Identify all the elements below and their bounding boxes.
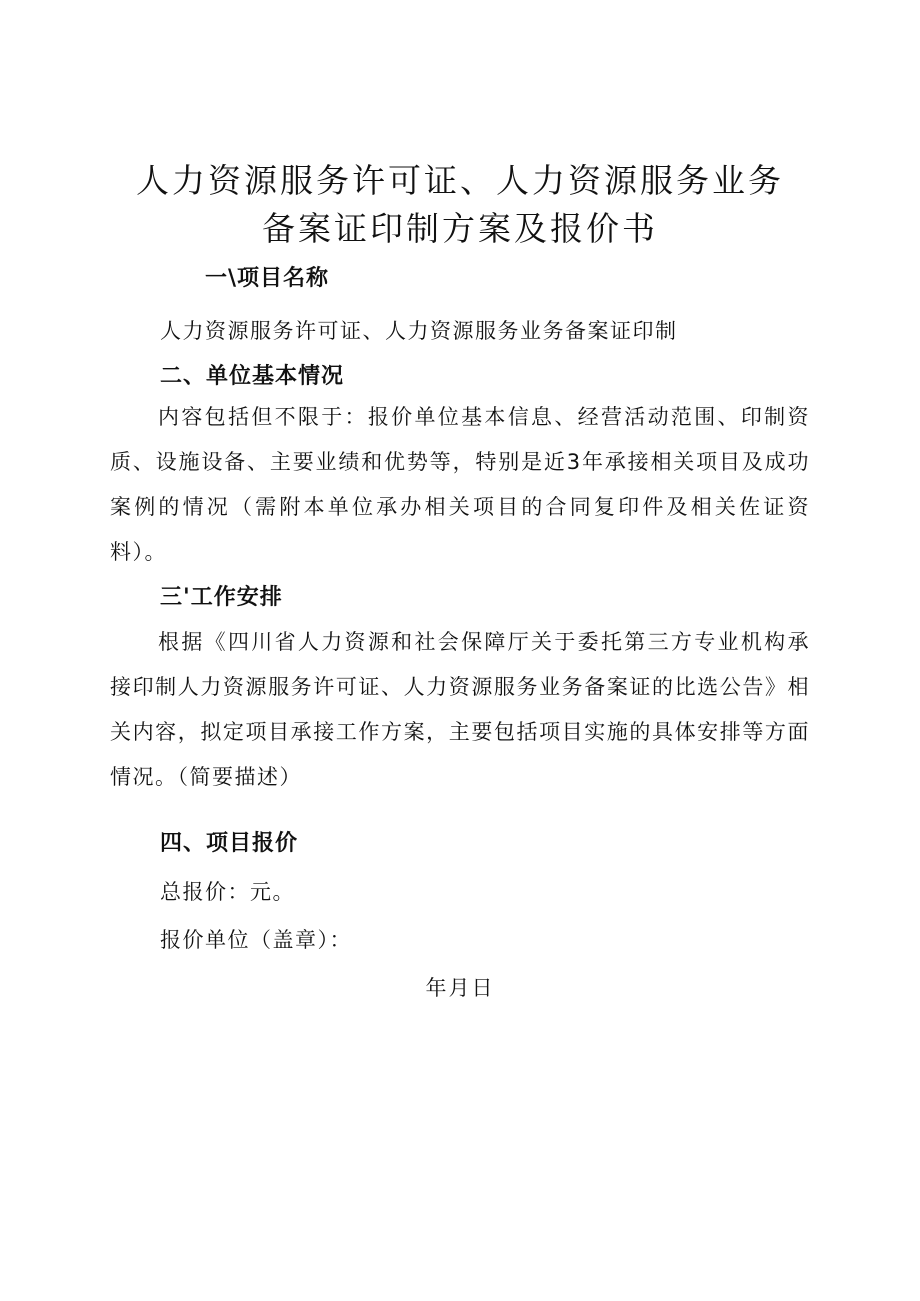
section-1-body: 人力资源服务许可证、人力资源服务业务备案证印制 — [160, 319, 678, 343]
section-2-heading: 二、单位基本情况 — [160, 364, 345, 389]
section-3-heading: 三'工作安排 — [160, 585, 283, 610]
document-title-line-1: 人力资源服务许可证、人力资源服务业务 — [136, 161, 784, 200]
quoting-unit-seal-line: 报价单位（盖章）： — [160, 928, 352, 952]
document-title-line-2: 备案证印制方案及报价书 — [262, 209, 658, 248]
section-4-heading: 四、项目报价 — [160, 831, 299, 856]
total-price-line: 总报价：元。 — [160, 880, 295, 904]
section-2-body: 内容包括但不限于：报价单位基本信息、经营活动范围、印制资质、设施设备、主要业绩和优势等，特别是近3年承接相关项目及成功案例的情况（需附本单位承办相关项目的合同复印件及相关佐证资料）。 — [110, 405, 810, 564]
section-1-heading: 一\项目名称 — [205, 266, 330, 291]
section-3-body: 根据《四川省人力资源和社会保障厅关于委托第三方专业机构承接印制人力资源服务许可证、人力资源服务业务备案证的比选公告》相关内容，拟定项目承接工作方案，主要包括项目实施的具体安排等方面情况。（简要描述） — [110, 630, 810, 789]
date-line: 年月日 — [425, 976, 495, 1000]
